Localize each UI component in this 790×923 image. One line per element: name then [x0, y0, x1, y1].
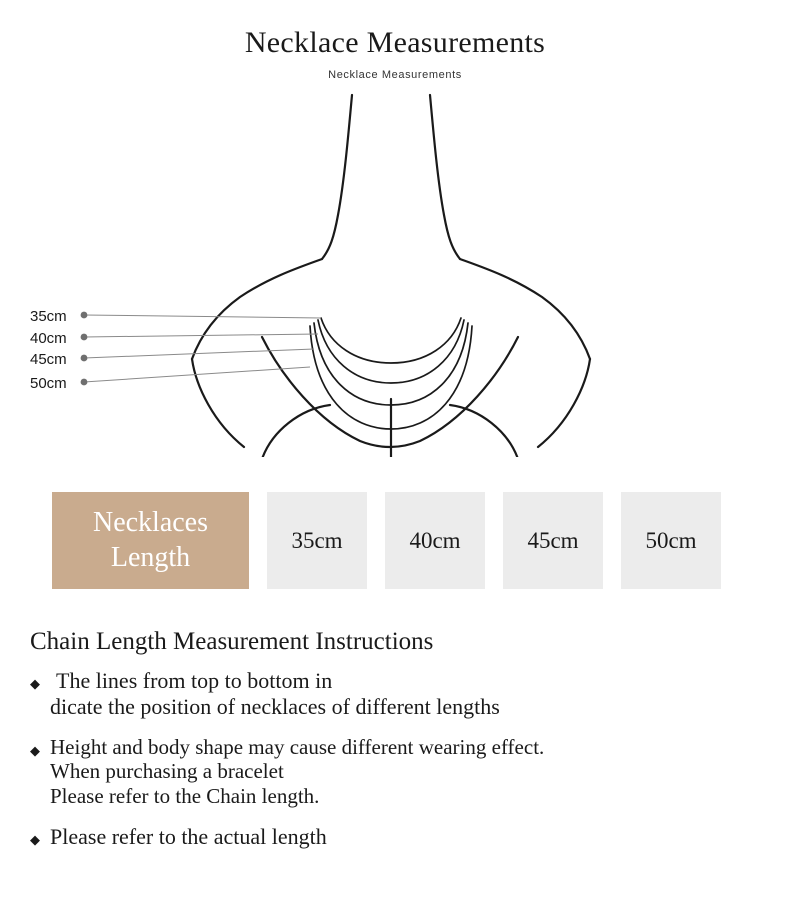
instruction-line: Height and body shape may cause different wearing effect.	[50, 735, 545, 760]
body-outline-svg	[0, 87, 790, 457]
instructions-title: Chain Length Measurement Instructions	[30, 628, 434, 655]
measurement-tick-labels	[30, 308, 67, 392]
table-cell-50cm: 50cm	[621, 492, 721, 589]
tick-label-50cm: 50cm	[30, 375, 67, 392]
torso-outline	[192, 95, 590, 457]
diamond-bullet-icon: ◆	[30, 832, 40, 848]
instruction-line: The lines from top to bottom in	[56, 668, 333, 693]
title-block	[0, 0, 790, 81]
tick-label-35cm: 35cm	[30, 308, 67, 325]
instructions-section	[30, 628, 765, 866]
table-cell-40cm: 40cm	[385, 492, 485, 589]
instruction-line: dicate the position of necklaces of different lengths	[50, 693, 500, 719]
table-header-cell	[52, 492, 249, 589]
instruction-line: When purchasing a bracelet	[50, 759, 284, 784]
necklace-diagram	[0, 87, 790, 457]
instruction-item	[30, 824, 765, 850]
chain-45cm	[314, 323, 468, 405]
instruction-line: Please refer to the actual length	[50, 824, 327, 850]
diamond-bullet-icon: ◆	[30, 743, 40, 759]
table-header-line-1: Necklaces	[92, 507, 209, 539]
table-cell-45cm: 45cm	[503, 492, 603, 589]
chain-40cm	[318, 320, 464, 383]
diamond-bullet-icon: ◆	[30, 676, 40, 691]
instruction-item	[30, 668, 765, 719]
page-title: Necklace Measurements	[244, 26, 546, 59]
instruction-line: Please refer to the Chain length.	[50, 783, 320, 808]
instruction-item	[30, 735, 765, 808]
tick-label-45cm: 45cm	[30, 351, 67, 368]
page-subtitle: Necklace Measurements	[328, 69, 462, 81]
table-header-line-2: Length	[110, 541, 191, 573]
table-cell-35cm: 35cm	[267, 492, 367, 589]
necklace-length-table	[52, 492, 721, 589]
tick-label-40cm: 40cm	[30, 330, 67, 347]
chain-35cm	[321, 318, 461, 363]
